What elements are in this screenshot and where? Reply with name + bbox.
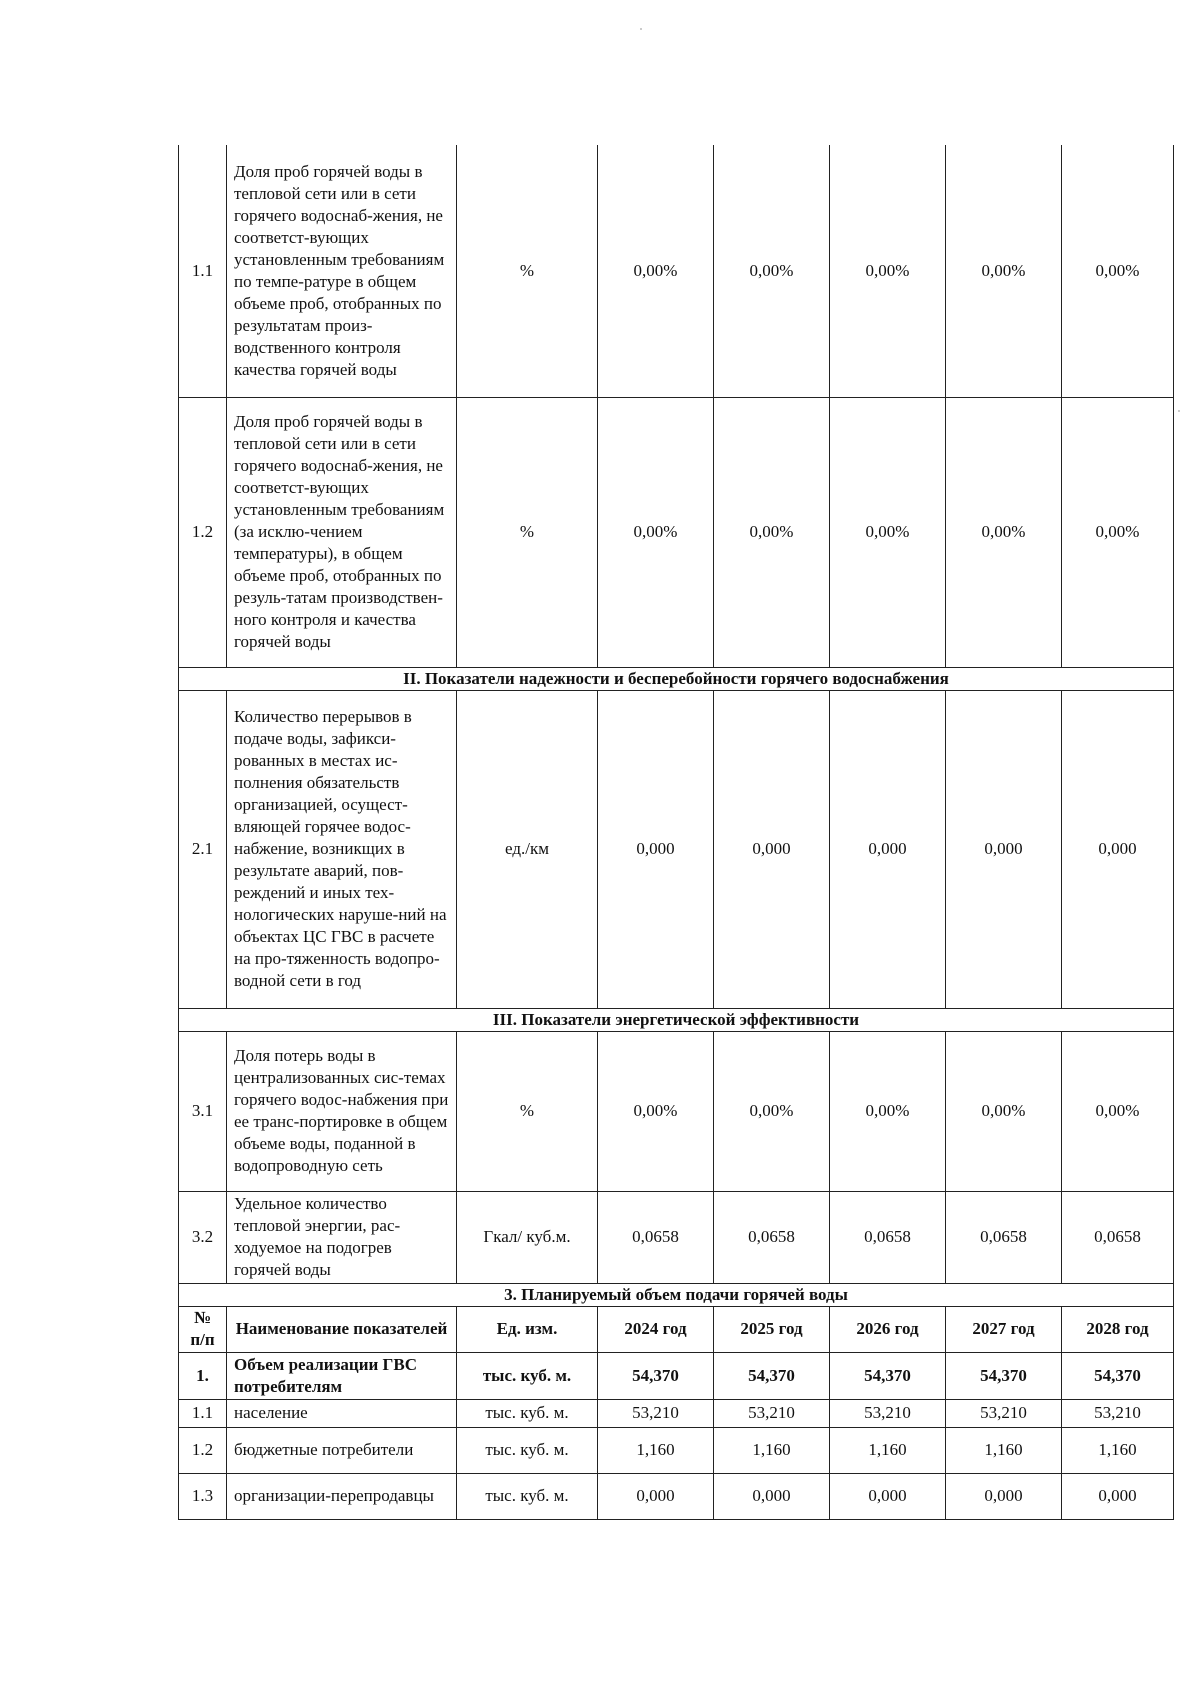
value-2025: 0,000 <box>714 1473 830 1519</box>
header-unit: Ед. изм. <box>457 1306 598 1352</box>
row-number: 1.2 <box>179 1427 227 1473</box>
value-2028: 0,000 <box>1062 1473 1174 1519</box>
value-2026: 0,0658 <box>830 1191 946 1283</box>
row-number: 1.2 <box>179 397 227 667</box>
unit-cell: % <box>457 145 598 397</box>
header-year-2026: 2026 год <box>830 1306 946 1352</box>
indicator-name: население <box>227 1399 457 1427</box>
indicator-name: Доля потерь воды в централизованных сис-темах горячего водос-набжения при ее транс-портировке в общем объеме воды, поданной в водопроводную сеть <box>227 1031 457 1191</box>
value-2024: 54,370 <box>598 1352 714 1399</box>
value-2028: 0,0658 <box>1062 1191 1174 1283</box>
value-2026: 54,370 <box>830 1352 946 1399</box>
value-2024: 0,000 <box>598 1473 714 1519</box>
value-2027: 1,160 <box>946 1427 1062 1473</box>
section-title-energy: III. Показатели энергетической эффективности <box>179 1008 1174 1031</box>
value-2027: 0,00% <box>946 145 1062 397</box>
row-number: 2.1 <box>179 690 227 1008</box>
value-2027: 0,000 <box>946 1473 1062 1519</box>
indicator-name: организации-перепродавцы <box>227 1473 457 1519</box>
unit-cell: тыс. куб. м. <box>457 1427 598 1473</box>
value-2024: 0,00% <box>598 397 714 667</box>
indicator-name: Количество перерывов в подаче воды, зафикси-рованных в местах ис-полнения обязательств организацией, осущест-вляющей горячее водос-набжение, возникщих в результате аварий, пов-реждений и иных тех-нологических наруше-ний на объектах ЦС ГВС в расчете на про-тяженность водопро-водной сети в год <box>227 690 457 1008</box>
value-2024: 0,0658 <box>598 1191 714 1283</box>
unit-cell: % <box>457 1031 598 1191</box>
value-2024: 53,210 <box>598 1399 714 1427</box>
section-row <box>179 1283 1174 1306</box>
table-body <box>179 145 1174 1519</box>
indicator-name: Объем реализации ГВС потребителям <box>227 1352 457 1399</box>
indicator-name: бюджетные потребители <box>227 1427 457 1473</box>
value-2024: 0,000 <box>598 690 714 1008</box>
value-2025: 0,00% <box>714 1031 830 1191</box>
value-2024: 0,00% <box>598 145 714 397</box>
table-row <box>179 397 1174 667</box>
value-2026: 53,210 <box>830 1399 946 1427</box>
value-2025: 0,00% <box>714 145 830 397</box>
table-row <box>179 1399 1174 1427</box>
section-row <box>179 667 1174 690</box>
value-2027: 0,00% <box>946 1031 1062 1191</box>
value-2026: 0,00% <box>830 397 946 667</box>
value-2025: 0,0658 <box>714 1191 830 1283</box>
unit-cell: % <box>457 397 598 667</box>
value-2026: 0,000 <box>830 690 946 1008</box>
section-title-volume: 3. Планируемый объем подачи горячей воды <box>179 1283 1174 1306</box>
section-row <box>179 1008 1174 1031</box>
value-2027: 0,0658 <box>946 1191 1062 1283</box>
value-2028: 0,00% <box>1062 397 1174 667</box>
value-2028: 0,00% <box>1062 1031 1174 1191</box>
indicators-table <box>178 145 1174 1520</box>
value-2025: 0,000 <box>714 690 830 1008</box>
value-2024: 0,00% <box>598 1031 714 1191</box>
value-2025: 54,370 <box>714 1352 830 1399</box>
value-2027: 0,00% <box>946 397 1062 667</box>
unit-cell: тыс. куб. м. <box>457 1473 598 1519</box>
value-2028: 54,370 <box>1062 1352 1174 1399</box>
row-number: 1.1 <box>179 1399 227 1427</box>
value-2024: 1,160 <box>598 1427 714 1473</box>
indicator-name: Удельное количество тепловой энергии, рас-ходуемое на подогрев горячей воды <box>227 1191 457 1283</box>
table-row <box>179 1191 1174 1283</box>
indicator-name: Доля проб горячей воды в тепловой сети или в сети горячего водоснаб-жения, не соответст-вующих установленным требованиям (за исклю-чением температуры), в общем объеме проб, отобранных по резуль-татам производствен-ного контроля и качества горячей воды <box>227 397 457 667</box>
value-2026: 1,160 <box>830 1427 946 1473</box>
table-row <box>179 1427 1174 1473</box>
row-number: 1.3 <box>179 1473 227 1519</box>
header-year-2025: 2025 год <box>714 1306 830 1352</box>
unit-cell: тыс. куб. м. <box>457 1352 598 1399</box>
value-2027: 53,210 <box>946 1399 1062 1427</box>
value-2025: 0,00% <box>714 397 830 667</box>
value-2025: 1,160 <box>714 1427 830 1473</box>
value-2028: 0,00% <box>1062 145 1174 397</box>
indicator-name: Доля проб горячей воды в тепловой сети или в сети горячего водоснаб-жения, не соответст-вующих установленным требованиям по темпе-ратуре в общем объеме проб, отобранных по результатам произ-водственного контроля качества горячей воды <box>227 145 457 397</box>
unit-cell: тыс. куб. м. <box>457 1399 598 1427</box>
row-number: 1.1 <box>179 145 227 397</box>
scan-speck <box>640 28 642 30</box>
table-row <box>179 1473 1174 1519</box>
header-year-2027: 2027 год <box>946 1306 1062 1352</box>
table-row <box>179 690 1174 1008</box>
value-2026: 0,00% <box>830 145 946 397</box>
unit-cell: Гкал/ куб.м. <box>457 1191 598 1283</box>
header-year-2024: 2024 год <box>598 1306 714 1352</box>
table-row <box>179 1031 1174 1191</box>
value-2025: 53,210 <box>714 1399 830 1427</box>
value-2026: 0,000 <box>830 1473 946 1519</box>
row-number: 3.1 <box>179 1031 227 1191</box>
header-row <box>179 1306 1174 1352</box>
value-2028: 0,000 <box>1062 690 1174 1008</box>
table-row <box>179 145 1174 397</box>
value-2028: 53,210 <box>1062 1399 1174 1427</box>
section-title-reliability: II. Показатели надежности и бесперебойности горячего водоснабжения <box>179 667 1174 690</box>
header-year-2028: 2028 год <box>1062 1306 1174 1352</box>
value-2027: 54,370 <box>946 1352 1062 1399</box>
value-2027: 0,000 <box>946 690 1062 1008</box>
unit-cell: ед./км <box>457 690 598 1008</box>
table-row <box>179 1352 1174 1399</box>
value-2028: 1,160 <box>1062 1427 1174 1473</box>
header-number: № п/п <box>179 1306 227 1352</box>
value-2026: 0,00% <box>830 1031 946 1191</box>
row-number: 3.2 <box>179 1191 227 1283</box>
header-name: Наименование показателей <box>227 1306 457 1352</box>
row-number: 1. <box>179 1352 227 1399</box>
scan-speck <box>1178 410 1180 412</box>
